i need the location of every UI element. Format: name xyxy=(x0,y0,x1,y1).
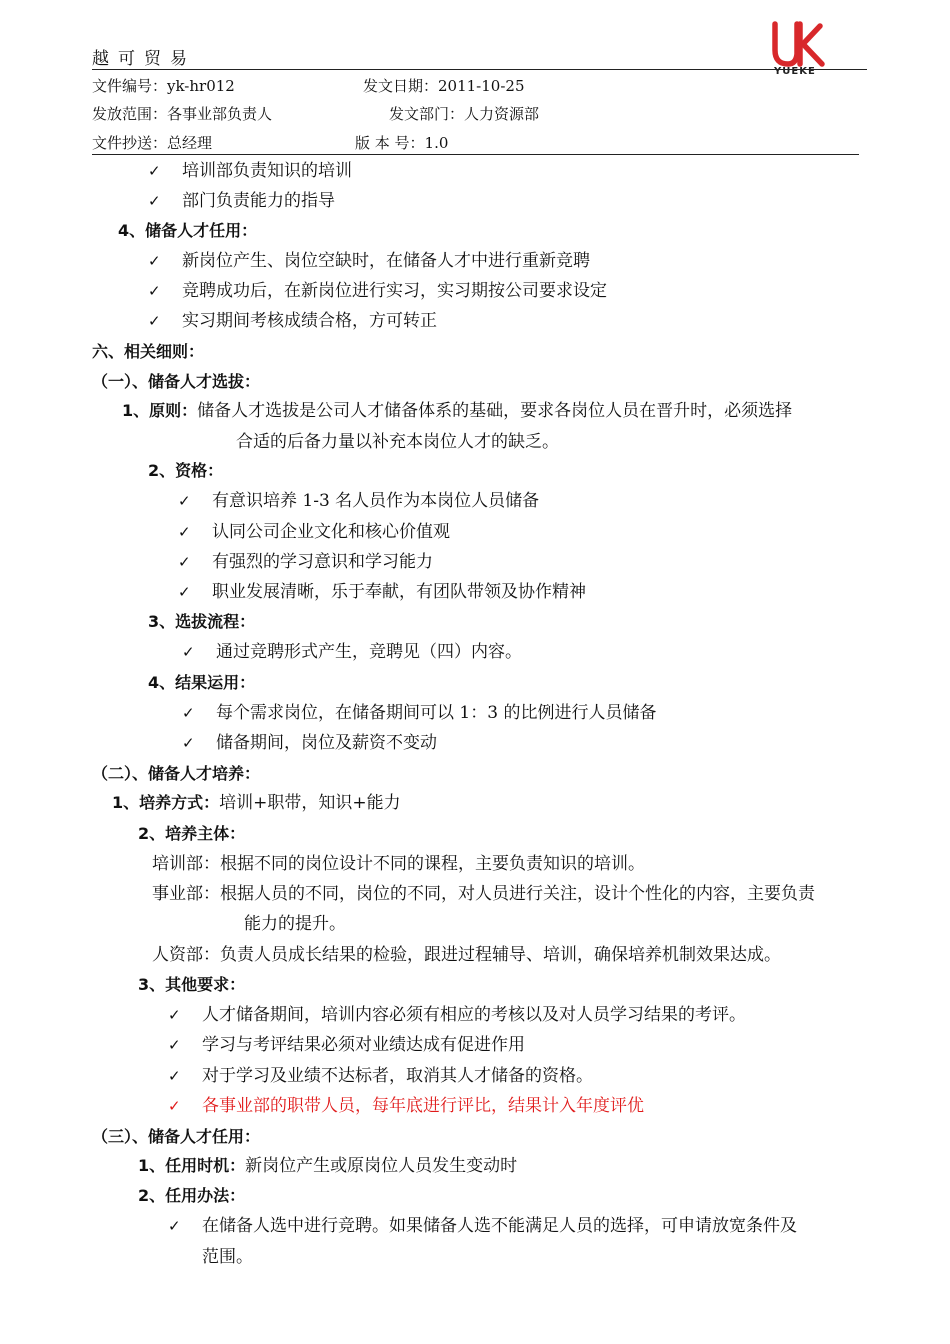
subsection-heading: 4、结果运用： xyxy=(148,673,256,692)
check-icon: ✓ xyxy=(148,162,161,180)
check-icon: ✓ xyxy=(148,282,161,300)
check-icon: ✓ xyxy=(178,583,191,601)
check-icon: ✓ xyxy=(148,312,161,330)
section-heading: 4、储备人才任用： xyxy=(118,221,258,240)
business-dept-line: 事业部：根据人员的不同，岗位的不同，对人员进行关注，设计个性化的内容，主要负责 xyxy=(152,884,815,904)
list-item: 对于学习及业绩不达标者，取消其人才储备的资格。 xyxy=(202,1066,593,1086)
principle-text: 储备人才选拔是公司人才储备体系的基础，要求各岗位人员在晋升时，必须选择 xyxy=(197,401,793,421)
list-item: 储备期间，岗位及薪资不变动 xyxy=(216,733,437,753)
training-mode-text: 培训+职带，知识+能力 xyxy=(219,793,401,813)
list-item: 有意识培养 1-3 名人员作为本岗位人员储备 xyxy=(212,491,540,511)
list-item: 学习与考评结果必须对业绩达成有促进作用 xyxy=(202,1035,525,1055)
subsection-heading: 2、资格： xyxy=(148,461,224,480)
check-icon: ✓ xyxy=(178,523,191,541)
header-divider-bottom xyxy=(92,154,859,155)
doc-number: 文件编号：yk-hr012 xyxy=(92,77,235,95)
logo-text: YUEKE xyxy=(774,66,816,77)
issue-date: 发文日期：2011-10-25 xyxy=(363,77,525,95)
subsection-heading: （一）、储备人才选拔： xyxy=(92,372,261,391)
list-item: 每个需求岗位，在储备期间可以 1：3 的比例进行人员储备 xyxy=(216,703,657,723)
principle-label: 1、原则： xyxy=(122,401,198,420)
list-item: 竞聘成功后，在新岗位进行实习，实习期按公司要求设定 xyxy=(182,281,607,301)
check-icon: ✓ xyxy=(148,252,161,270)
list-item: 职业发展清晰，乐于奉献，有团队带领及协作精神 xyxy=(212,582,586,602)
hr-dept-line: 人资部：负责人员成长结果的检验，跟进过程辅导、培训，确保培养机制效果达成。 xyxy=(152,945,781,965)
version-number: 版 本 号：1.0 xyxy=(355,134,449,152)
list-item-continuation: 范围。 xyxy=(202,1247,253,1267)
check-icon: ✓ xyxy=(168,1006,181,1024)
list-item: 有强烈的学习意识和学习能力 xyxy=(212,552,433,572)
check-icon: ✓ xyxy=(168,1097,181,1115)
principle-continuation: 合适的后备力量以补充本岗位人才的缺乏。 xyxy=(236,432,559,452)
list-item: 通过竞聘形式产生，竞聘见（四）内容。 xyxy=(216,642,522,662)
list-item: 人才储备期间，培训内容必须有相应的考核以及对人员学习结果的考评。 xyxy=(202,1005,746,1025)
subsection-heading: 3、其他要求： xyxy=(138,975,246,994)
company-name: 越可贸易 xyxy=(92,49,196,69)
appointment-timing xyxy=(138,1156,517,1176)
issuing-department: 发文部门：人力资源部 xyxy=(389,105,540,123)
list-item: 培训部负责知识的培训 xyxy=(182,161,352,181)
check-icon: ✓ xyxy=(182,643,195,661)
check-icon: ✓ xyxy=(148,192,161,210)
check-icon: ✓ xyxy=(182,734,195,752)
business-dept-continuation: 能力的提升。 xyxy=(244,914,346,934)
subsection-heading: 3、选拔流程： xyxy=(148,612,256,631)
training-mode xyxy=(112,793,401,813)
training-dept-line: 培训部：根据不同的岗位设计不同的课程，主要负责知识的培训。 xyxy=(152,854,645,874)
check-icon: ✓ xyxy=(168,1036,181,1054)
list-item: 新岗位产生、岗位空缺时，在储备人才中进行重新竞聘 xyxy=(182,251,590,271)
subsection-heading: 2、任用办法： xyxy=(138,1186,246,1205)
distribution-scope: 发放范围：各事业部负责人 xyxy=(92,105,273,123)
subsection-heading: 2、培养主体： xyxy=(138,824,246,843)
subsection-heading: （三）、储备人才任用： xyxy=(92,1127,261,1146)
list-item: 认同公司企业文化和核心价值观 xyxy=(212,522,450,542)
training-mode-label: 1、培养方式： xyxy=(112,793,220,812)
appointment-timing-text: 新岗位产生或原岗位人员发生变动时 xyxy=(245,1156,518,1176)
list-item: 部门负责能力的指导 xyxy=(182,191,335,211)
list-item: 实习期间考核成绩合格，方可转正 xyxy=(182,311,437,331)
carbon-copy: 文件抄送：总经理 xyxy=(92,134,213,152)
list-item: 在储备人选中进行竞聘。如果储备人选不能满足人员的选择，可申请放宽条件及 xyxy=(202,1216,797,1236)
section-heading: 六、相关细则： xyxy=(92,342,205,361)
principle-paragraph xyxy=(122,401,792,421)
header-divider-top xyxy=(92,69,867,70)
check-icon: ✓ xyxy=(178,553,191,571)
check-icon: ✓ xyxy=(168,1067,181,1085)
appointment-timing-label: 1、任用时机： xyxy=(138,1156,246,1175)
check-icon: ✓ xyxy=(178,492,191,510)
check-icon: ✓ xyxy=(168,1217,181,1235)
subsection-heading: （二）、储备人才培养： xyxy=(92,764,261,783)
highlighted-list-item: 各事业部的职带人员，每年底进行评比，结果计入年度评优 xyxy=(202,1096,644,1116)
check-icon: ✓ xyxy=(182,704,195,722)
